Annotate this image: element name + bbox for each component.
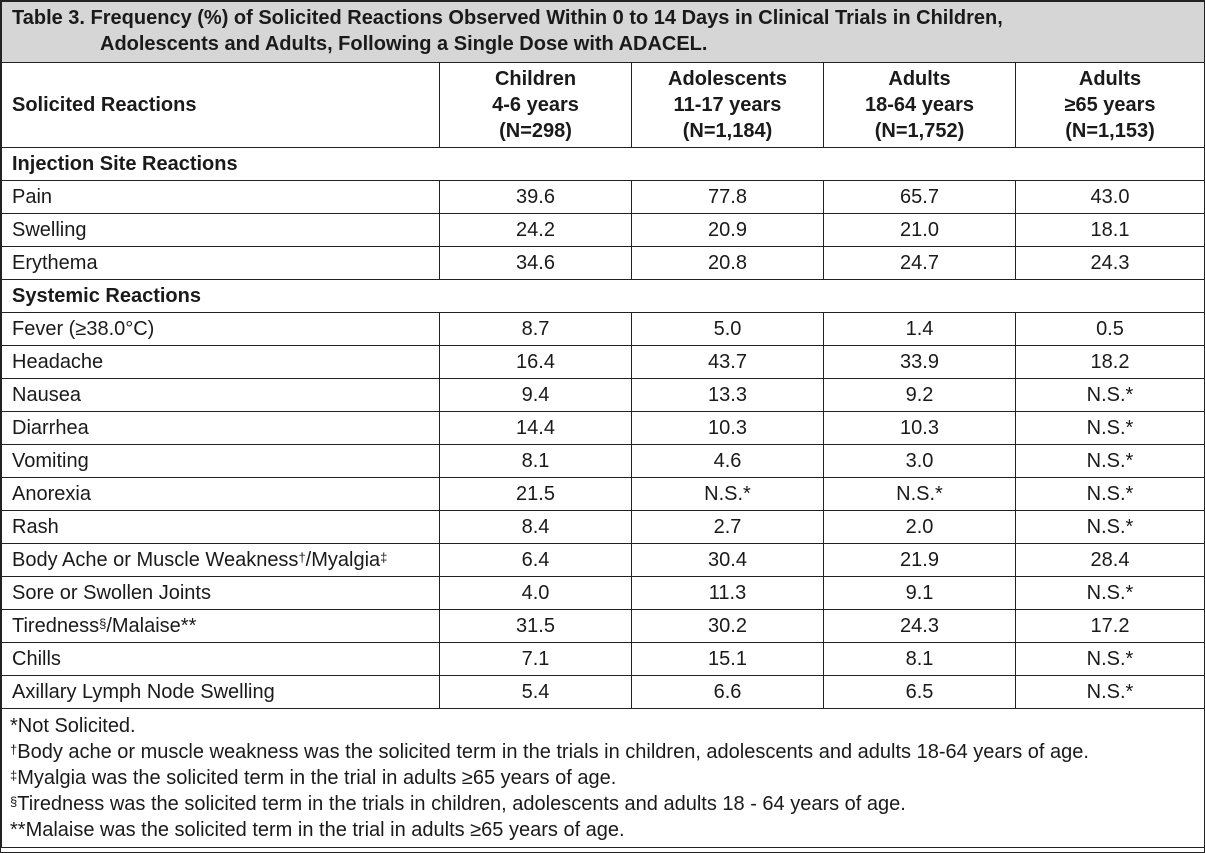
table-row: [2, 181, 1205, 214]
header-children: [440, 63, 632, 148]
footnote-mark: †: [298, 550, 306, 565]
header-line: 18-64 years: [865, 94, 974, 116]
table-row: [2, 577, 1205, 610]
table-row: [2, 346, 1205, 379]
value-cell: N.S.*: [1016, 676, 1205, 709]
header-line: ≥65 years: [1064, 94, 1156, 116]
value-cell: 10.3: [824, 412, 1016, 445]
footnote-mark: §: [10, 794, 18, 809]
header-line: Adults: [1078, 68, 1142, 90]
value-cell: 10.3: [632, 412, 824, 445]
value-cell: N.S.*: [632, 478, 824, 511]
value-cell: 24.7: [824, 247, 1016, 280]
value-cell: 14.4: [440, 412, 632, 445]
header-line: Children: [494, 68, 577, 90]
value-cell: N.S.*: [824, 478, 1016, 511]
reaction-label: Axillary Lymph Node Swelling: [2, 676, 440, 709]
value-cell: 5.4: [440, 676, 632, 709]
label-text: /Malaise**: [106, 615, 197, 637]
value-cell: N.S.*: [1016, 577, 1205, 610]
value-cell: 30.4: [632, 544, 824, 577]
value-cell: 9.1: [824, 577, 1016, 610]
value-cell: 18.2: [1016, 346, 1205, 379]
value-cell: N.S.*: [1016, 478, 1205, 511]
value-cell: 8.1: [440, 445, 632, 478]
caption-line-1: Table 3. Frequency (%) of Solicited Reactions Observed Within 0 to 14 Days in Clinical Trials in Children,: [12, 7, 1003, 29]
footnotes: [2, 709, 1205, 848]
value-cell: 3.0: [824, 445, 1016, 478]
footnote-text: Tiredness was the solicited term in the trials in children, adolescents and adults 18 - 64 years of age.: [17, 793, 906, 815]
value-cell: 8.7: [440, 313, 632, 346]
value-cell: 6.6: [632, 676, 824, 709]
reaction-label: Diarrhea: [2, 412, 440, 445]
footnotes-row: [2, 709, 1205, 848]
footnote-mark: †: [10, 742, 18, 757]
value-cell: 6.5: [824, 676, 1016, 709]
footnote-mark: §: [99, 616, 107, 631]
footnote-text: **Malaise was the solicited term in the trial in adults ≥65 years of age.: [10, 819, 625, 841]
value-cell: N.S.*: [1016, 379, 1205, 412]
reaction-label: Fever (≥38.0°C): [2, 313, 440, 346]
value-cell: 30.2: [632, 610, 824, 643]
header-line: 11-17 years: [673, 94, 782, 116]
header-adults-65-plus: [1016, 63, 1205, 148]
reaction-label: Swelling: [2, 214, 440, 247]
header-line: (N=1,153): [1065, 120, 1155, 142]
section-title: Systemic Reactions: [2, 280, 1205, 313]
footnote-mark: ‡: [380, 550, 388, 565]
header-line: (N=1,752): [874, 120, 965, 142]
value-cell: 21.9: [824, 544, 1016, 577]
reaction-label: Vomiting: [2, 445, 440, 478]
value-cell: 8.4: [440, 511, 632, 544]
reaction-label: Rash: [2, 511, 440, 544]
table-row: [2, 214, 1205, 247]
value-cell: 21.0: [824, 214, 1016, 247]
reaction-label: [2, 544, 440, 577]
header-line: Adolescents: [668, 68, 787, 90]
section-row: [2, 280, 1205, 313]
table-row: [2, 643, 1205, 676]
value-cell: 43.7: [632, 346, 824, 379]
value-cell: 11.3: [632, 577, 824, 610]
value-cell: 4.0: [440, 577, 632, 610]
value-cell: 34.6: [440, 247, 632, 280]
value-cell: 20.9: [632, 214, 824, 247]
value-cell: 24.3: [824, 610, 1016, 643]
footnote-text: Myalgia was the solicited term in the trial in adults ≥65 years of age.: [17, 767, 617, 789]
reaction-label: Sore or Swollen Joints: [2, 577, 440, 610]
header-adolescents: [632, 63, 824, 148]
table-row: [2, 478, 1205, 511]
footnote-text: Body ache or muscle weakness was the solicited term in the trials in children, adolescents and adults 18-64 years of age.: [17, 741, 1089, 763]
value-cell: 39.6: [440, 181, 632, 214]
value-cell: N.S.*: [1016, 643, 1205, 676]
value-cell: 20.8: [632, 247, 824, 280]
reactions-table: [1, 1, 1205, 848]
footnote: [10, 713, 1198, 739]
table-body: [2, 148, 1205, 709]
value-cell: 13.3: [632, 379, 824, 412]
value-cell: 9.4: [440, 379, 632, 412]
label-text: Tiredness: [12, 615, 100, 637]
reaction-label: [2, 610, 440, 643]
footnote-mark: ‡: [10, 768, 18, 783]
value-cell: 1.4: [824, 313, 1016, 346]
reaction-label: Nausea: [2, 379, 440, 412]
value-cell: 7.1: [440, 643, 632, 676]
value-cell: 24.3: [1016, 247, 1205, 280]
value-cell: 5.0: [632, 313, 824, 346]
value-cell: N.S.*: [1016, 445, 1205, 478]
section-title: Injection Site Reactions: [2, 148, 1205, 181]
table-row: [2, 313, 1205, 346]
table-row: [2, 379, 1205, 412]
value-cell: 16.4: [440, 346, 632, 379]
reaction-label: Pain: [2, 181, 440, 214]
value-cell: 6.4: [440, 544, 632, 577]
value-cell: 17.2: [1016, 610, 1205, 643]
value-cell: 8.1: [824, 643, 1016, 676]
value-cell: N.S.*: [1016, 511, 1205, 544]
table-row: [2, 445, 1205, 478]
header-line: (N=298): [499, 120, 572, 142]
footnote: [10, 765, 1198, 791]
table-header-row: [2, 63, 1205, 148]
reaction-label: Erythema: [2, 247, 440, 280]
value-cell: 2.7: [632, 511, 824, 544]
footnote: [10, 817, 1198, 843]
value-cell: 9.2: [824, 379, 1016, 412]
table-row: [2, 412, 1205, 445]
reaction-label: Anorexia: [2, 478, 440, 511]
table-row: [2, 544, 1205, 577]
table-row: [2, 610, 1205, 643]
footnote-text: *Not Solicited.: [10, 715, 136, 737]
value-cell: 65.7: [824, 181, 1016, 214]
header-line: (N=1,184): [682, 120, 773, 142]
header-line: Adults: [888, 68, 951, 90]
label-text: /Myalgia: [305, 549, 381, 571]
value-cell: N.S.*: [1016, 412, 1205, 445]
value-cell: 15.1: [632, 643, 824, 676]
header-solicited-reactions: Solicited Reactions: [2, 63, 440, 148]
value-cell: 0.5: [1016, 313, 1205, 346]
caption-line-2: Adolescents and Adults, Following a Single Dose with ADACEL.: [100, 33, 708, 55]
value-cell: 18.1: [1016, 214, 1205, 247]
table-caption: [2, 2, 1205, 63]
label-text: Body Ache or Muscle Weakness: [12, 549, 299, 571]
header-adults-18-64: [824, 63, 1016, 148]
value-cell: 77.8: [632, 181, 824, 214]
footnote: [10, 739, 1198, 765]
value-cell: 31.5: [440, 610, 632, 643]
value-cell: 4.6: [632, 445, 824, 478]
header-line: 4-6 years: [492, 94, 579, 116]
value-cell: 43.0: [1016, 181, 1205, 214]
section-row: [2, 148, 1205, 181]
reaction-label: Headache: [2, 346, 440, 379]
footnote: [10, 791, 1198, 817]
value-cell: 21.5: [440, 478, 632, 511]
table-row: [2, 247, 1205, 280]
table-row: [2, 676, 1205, 709]
value-cell: 2.0: [824, 511, 1016, 544]
reaction-label: Chills: [2, 643, 440, 676]
value-cell: 28.4: [1016, 544, 1205, 577]
value-cell: 33.9: [824, 346, 1016, 379]
value-cell: 24.2: [440, 214, 632, 247]
table-row: [2, 511, 1205, 544]
